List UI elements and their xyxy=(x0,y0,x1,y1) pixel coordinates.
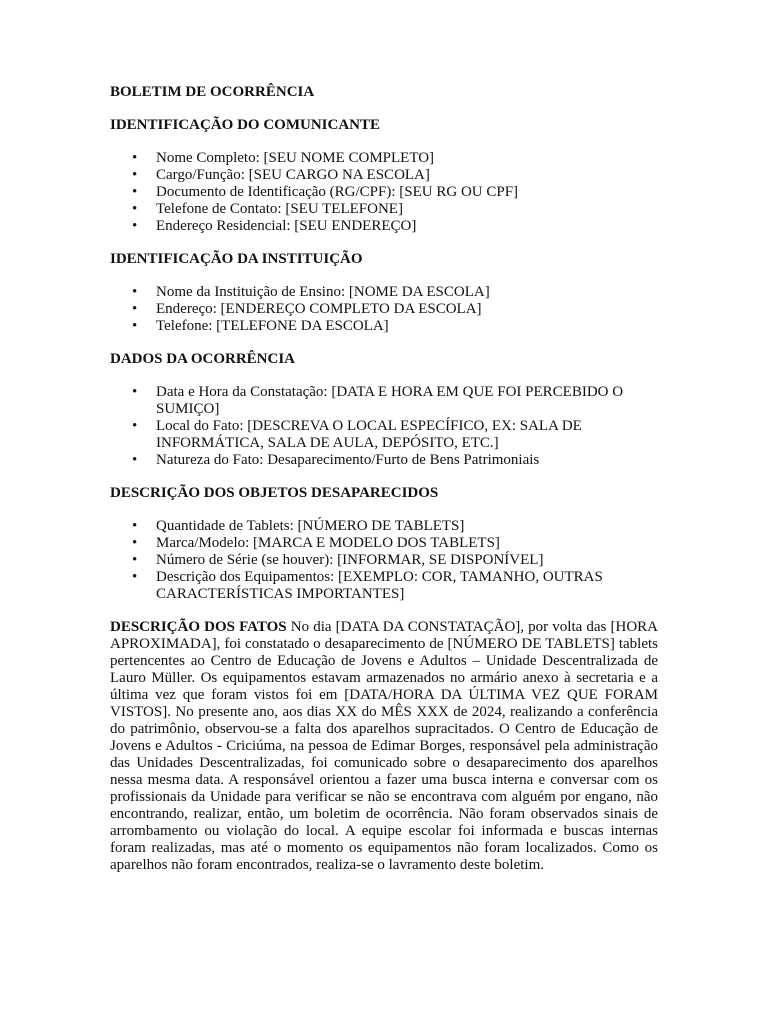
facts-paragraph xyxy=(110,619,658,874)
list-item: • Número de Série (se houver): [INFORMAR, SE DISPONÍVEL] xyxy=(156,552,658,569)
section-heading-comunicante: IDENTIFICAÇÃO DO COMUNICANTE xyxy=(110,117,381,133)
section-heading-fatos: DESCRIÇÃO DOS FATOS xyxy=(110,619,287,635)
list-item: • Nome Completo: [SEU NOME COMPLETO] xyxy=(156,150,658,167)
section-heading-instituicao: IDENTIFICAÇÃO DA INSTITUIÇÃO xyxy=(110,251,363,267)
section-heading-ocorrencia: DADOS DA OCORRÊNCIA xyxy=(110,351,296,367)
list-item: • Nome da Instituição de Ensino: [NOME DA ESCOLA] xyxy=(156,284,658,301)
list-comunicante xyxy=(110,150,658,235)
list-item: • Data e Hora da Constatação: [DATA E HORA EM QUE FOI PERCEBIDO O SUMIÇO] xyxy=(156,384,658,418)
list-item: • Telefone: [TELEFONE DA ESCOLA] xyxy=(156,318,658,335)
section-heading-objetos: DESCRIÇÃO DOS OBJETOS DESAPARECIDOS xyxy=(110,485,439,501)
list-ocorrencia xyxy=(110,384,658,469)
list-item: • Natureza do Fato: Desaparecimento/Furto de Bens Patrimoniais xyxy=(156,452,658,469)
document-title: BOLETIM DE OCORRÊNCIA xyxy=(110,84,315,100)
list-item: • Quantidade de Tablets: [NÚMERO DE TABLETS] xyxy=(156,518,658,535)
list-item: • Endereço: [ENDEREÇO COMPLETO DA ESCOLA] xyxy=(156,301,658,318)
list-objetos xyxy=(110,518,658,603)
list-item: • Descrição dos Equipamentos: [EXEMPLO: COR, TAMANHO, OUTRAS CARACTERÍSTICAS IMPORTANTES] xyxy=(156,569,658,603)
list-item: • Local do Fato: [DESCREVA O LOCAL ESPECÍFICO, EX: SALA DE INFORMÁTICA, SALA DE AULA, DEPÓSITO, ETC.] xyxy=(156,418,658,452)
list-instituicao xyxy=(110,284,658,335)
list-item: • Telefone de Contato: [SEU TELEFONE] xyxy=(156,201,658,218)
list-item: • Marca/Modelo: [MARCA E MODELO DOS TABLETS] xyxy=(156,535,658,552)
list-item: • Cargo/Função: [SEU CARGO NA ESCOLA] xyxy=(156,167,658,184)
list-item: • Endereço Residencial: [SEU ENDEREÇO] xyxy=(156,218,658,235)
facts-text: No dia [DATA DA CONSTATAÇÃO], por volta das [HORA APROXIMADA], foi constatado o desaparecimento de [NÚMERO DE TABLETS] tablets pertencentes ao Centro de Educação de Jovens e Adultos – Unidade Descentralizada de Lauro Müller. Os equipamentos estavam armazenados no armário anexo à secretaria e a última vez que foram vistos foi em [DATA/HORA DA ÚLTIMA VEZ QUE FORAM VISTOS]. No presente ano, aos dias XX do MÊS XXX de 2024, realizando a conferência do patrimônio, observou-se a falta dos aparelhos supracitados. O Centro de Educação de Jovens e Adultos - Criciúma, na pessoa de Edimar Borges, responsável pela administração das Unidades Descentralizadas, foi comunicado sobre o desaparecimento dos aparelhos nessa mesma data. A responsável orientou a fazer uma busca interna e conversar com os profissionais da Unidade para verificar se não se encontrava com alguém por engano, não encontrando, realizar, então, um boletim de ocorrência. Não foram observados sinais de arrombamento ou violação do local. A equipe escolar foi informada e buscas internas foram realizadas, mas até o momento os equipamentos não foram localizados. Como os aparelhos não foram encontrados, realiza-se o lavramento deste boletim. xyxy=(110,619,659,873)
list-item: • Documento de Identificação (RG/CPF): [SEU RG OU CPF] xyxy=(156,184,658,201)
